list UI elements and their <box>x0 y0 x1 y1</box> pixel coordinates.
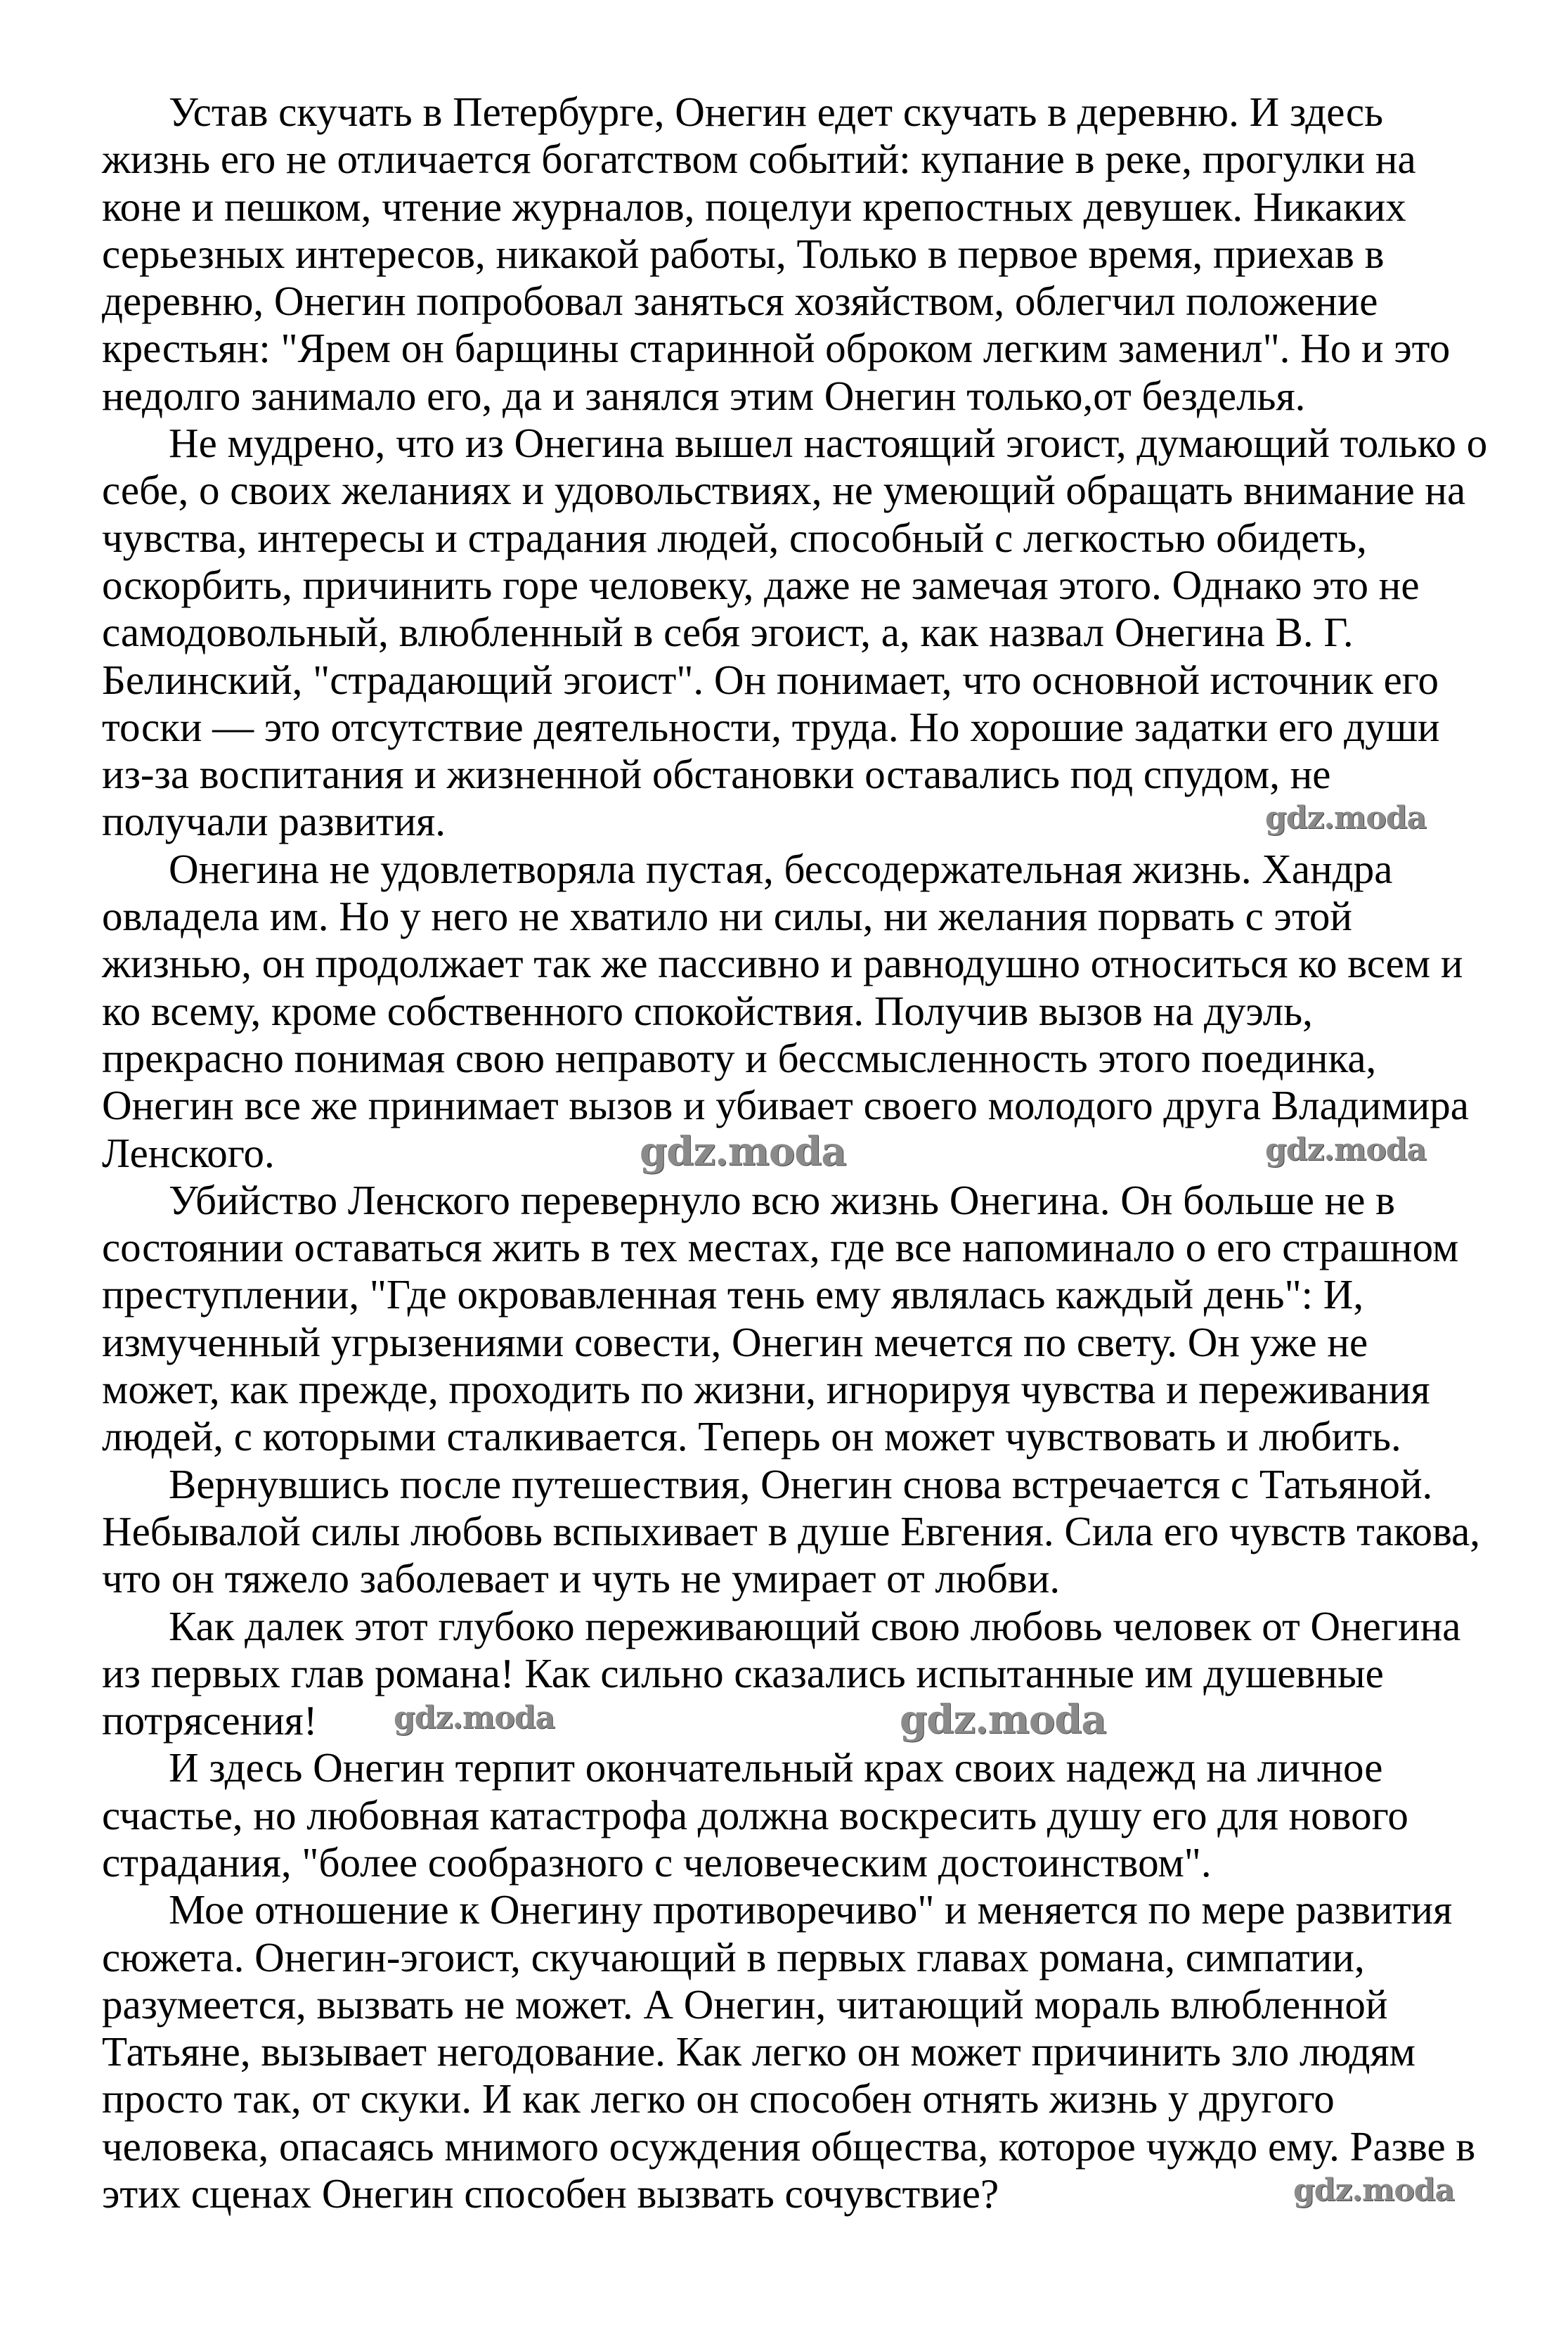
text-line: Ленского. <box>102 1129 275 1176</box>
text-line: себе, о своих желаниях и удовольствиях, не умеющий обращать внимание на <box>102 467 1466 514</box>
text-line: Онегин все же принимает вызов и убивает своего молодого друга Владимира <box>102 1082 1469 1129</box>
text-line: Онегина не удовлетворяла пустая, бессодержательная жизнь. Хандра <box>169 845 1393 892</box>
text-line: Мое отношение к Онегину противоречиво" и меняется по мере развития <box>169 1886 1453 1933</box>
text-line: Татьяне, вызывает негодование. Как легко он может причинить зло людям <box>102 2028 1415 2075</box>
paragraph <box>102 1177 1508 1461</box>
text-line: сюжета. Онегин-эгоист, скучающий в первых главах романа, симпатии, <box>102 1933 1365 1980</box>
watermark: gdz.moda <box>1265 800 1427 836</box>
text-line: серьезных интересов, никакой работы, Только в первое время, приехав в <box>102 230 1385 277</box>
paragraph <box>102 1744 1508 1886</box>
watermark: gdz.moda <box>394 1700 555 1736</box>
text-line: жизнь его не отличается богатством событий: купание в реке, прогулки на <box>102 136 1416 183</box>
text-line: потрясения! <box>102 1697 318 1744</box>
paragraph <box>102 846 1508 1177</box>
paragraph <box>102 420 1508 846</box>
text-line: прекрасно понимая свою неправоту и бессмысленность этого поединка, <box>102 1034 1377 1081</box>
text-line: человека, опасаясь мнимого осуждения общества, которое чуждо ему. Разве в <box>102 2122 1476 2170</box>
text-line: тоски — это отсутствие деятельности, труда. Но хорошие задатки его души <box>102 703 1440 750</box>
paragraph <box>102 1886 1508 2217</box>
text-line: жизнью, он продолжает так же пассивно и равнодушно относиться ко всем и <box>102 940 1463 987</box>
text-line: людей, с которыми сталкивается. Теперь он может чувствовать и любить. <box>102 1413 1401 1460</box>
watermark: gdz.moda <box>1265 1132 1427 1168</box>
text-line: недолго занимало его, да и занялся этим Онегин только,от безделья. <box>102 372 1306 419</box>
text-line: Белинский, "страдающий эгоист". Он понимает, что основной источник его <box>102 656 1439 703</box>
paragraph <box>102 1461 1508 1603</box>
watermark: gdz.moda <box>900 1696 1106 1743</box>
watermark: gdz.moda <box>1293 2172 1455 2208</box>
text-line: деревню, Онегин попробовал заняться хозяйством, облегчил положение <box>102 278 1378 325</box>
text-line: крестьян: "Ярем он барщины старинной оброком легким заменил". Но и это <box>102 325 1451 372</box>
text-line: чувства, интересы и страдания людей, способный с легкостью обидеть, <box>102 514 1367 561</box>
text-line: оскорбить, причинить горе человеку, даже не замечая этого. Однако это не <box>102 561 1420 608</box>
text-line: может, как прежде, проходить по жизни, игнорируя чувства и переживания <box>102 1366 1430 1413</box>
text-line: что он тяжело заболевает и чуть не умирает от любви. <box>102 1555 1061 1602</box>
text-line: Убийство Ленского перевернуло всю жизнь Онегина. Он больше не в <box>169 1176 1395 1223</box>
text-line: Устав скучать в Петербурге, Онегин едет скучать в деревню. И здесь <box>169 89 1383 135</box>
paragraph <box>102 89 1508 420</box>
text-line: ко всему, кроме собственного спокойствия. Получив вызов на дуэль, <box>102 987 1313 1034</box>
text-line: И здесь Онегин терпит окончательный крах своих надежд на личное <box>169 1744 1383 1791</box>
text-line: этих сценах Онегин способен вызвать сочувствие? <box>102 2170 999 2217</box>
text-line: разумеется, вызвать не может. А Онегин, читающий мораль влюбленной <box>102 1980 1388 2028</box>
text-line: измученный угрызениями совести, Онегин мечется по свету. Он уже не <box>102 1318 1368 1365</box>
text-line: получали развития. <box>102 798 446 845</box>
paragraph <box>102 1603 1508 1745</box>
watermark: gdz.moda <box>640 1128 846 1175</box>
text-line: самодовольный, влюбленный в себя эгоист, а, как назвал Онегина В. Г. <box>102 609 1354 656</box>
text-line: Вернувшись после путешествия, Онегин снова встречается с Татьяной. <box>169 1460 1433 1507</box>
text-line: овладела им. Но у него не хватило ни силы, ни желания порвать с этой <box>102 893 1352 940</box>
text-line: состоянии оставаться жить в тех местах, где все напоминало о его страшном <box>102 1224 1459 1271</box>
text-line: преступлении, "Где окровавленная тень ему являлась каждый день": И, <box>102 1271 1364 1318</box>
text-line: из первых глав романа! Как сильно сказались испытанные им душевные <box>102 1649 1384 1696</box>
text-line: Как далек этот глубоко переживающий свою любовь человек от Онегина <box>169 1602 1461 1649</box>
text-line: коне и пешком, чтение журналов, поцелуи крепостных девушек. Никаких <box>102 183 1406 230</box>
text-line: из-за воспитания и жизненной обстановки оставались под спудом, не <box>102 751 1331 798</box>
text-line: просто так, от скуки. И как легко он способен отнять жизнь у другого <box>102 2075 1335 2122</box>
text-line: страдания, "более сообразного с человеческим достоинством". <box>102 1838 1212 1886</box>
text-line: Не мудрено, что из Онегина вышел настоящий эгоист, думающий только о <box>169 420 1488 467</box>
text-line: Небывалой силы любовь вспыхивает в душе Евгения. Сила его чувств такова, <box>102 1507 1481 1554</box>
text-line: счастье, но любовная катастрофа должна воскресить душу его для нового <box>102 1791 1408 1838</box>
